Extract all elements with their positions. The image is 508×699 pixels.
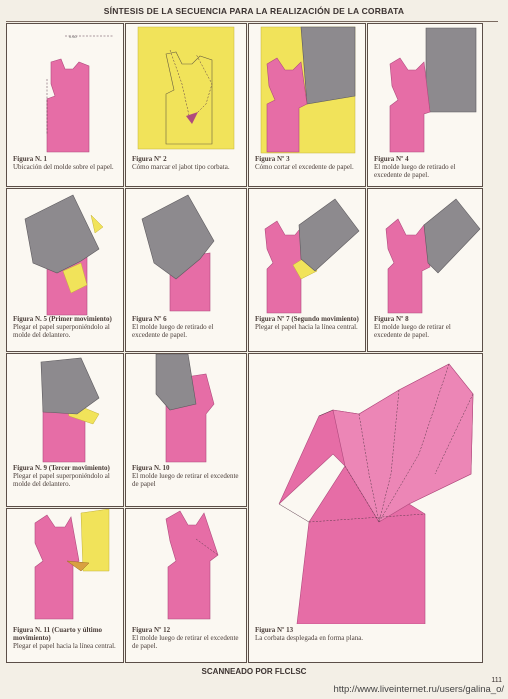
figure-12-panel xyxy=(125,508,247,663)
figure-3-illustration xyxy=(249,24,367,154)
figure-4-illustration xyxy=(368,24,484,154)
figure-1-panel xyxy=(6,23,124,187)
figure-5-illustration xyxy=(7,189,125,319)
figure-8-title: Figura Nº 8 xyxy=(374,315,409,323)
figure-10-illustration xyxy=(126,354,248,464)
figure-3-text: Cómo cortar el excedente de papel. xyxy=(255,163,354,171)
figure-1-text: Ubicación del molde sobre el papel. xyxy=(13,163,114,171)
figure-11-panel xyxy=(6,508,124,663)
figure-11-title: Figura N. 11 (Cuarto y último movimiento) xyxy=(13,626,103,642)
figure-12-illustration xyxy=(126,509,248,621)
figure-9-title: Figura N. 9 (Tercer movimiento) xyxy=(13,464,110,472)
figure-4-panel xyxy=(367,23,483,187)
figure-2-illustration xyxy=(126,24,248,154)
figure-7-text: Plegar el papel hacia la línea central. xyxy=(255,323,358,331)
figure-7-title: Figura Nº 7 (Segundo movimiento) xyxy=(255,315,359,323)
figure-13-title: Figura Nº 13 xyxy=(255,626,294,634)
figure-10-title: Figura N. 10 xyxy=(132,464,170,472)
figure-8-panel xyxy=(367,188,483,352)
figure-13-text: La corbata desplegada en forma plana. xyxy=(255,634,364,642)
figure-3-panel xyxy=(248,23,366,187)
figure-6-illustration xyxy=(126,189,248,319)
figure-6-title: Figura Nº 6 xyxy=(132,315,167,323)
figure-6-panel xyxy=(125,188,247,352)
figure-8-illustration xyxy=(368,189,484,319)
figure-5-panel xyxy=(6,188,124,352)
scan-credit: SCANNEADO POR FLCLSC xyxy=(201,667,307,676)
figure-1-illustration xyxy=(7,24,125,154)
figure-10-panel xyxy=(125,353,247,507)
figure-7-illustration xyxy=(249,189,367,319)
figure-2-text: Cómo marcar el jabot tipo corbata. xyxy=(132,163,230,171)
header-rule xyxy=(6,21,498,22)
figure-9-illustration xyxy=(7,354,125,464)
figure-11-text: Plegar el papel hacia la línea central. xyxy=(13,642,116,650)
figure-13-panel xyxy=(248,353,483,663)
figure-3-title: Figura Nº 3 xyxy=(255,155,290,163)
figure-4-title: Figura Nº 4 xyxy=(374,155,409,163)
figure-8-text: El molde luego de retirar el excedente de papel. xyxy=(374,323,451,339)
figure-6-text: El molde luego de retirado el excedente de papel. xyxy=(132,323,214,339)
figure-4-text: El molde luego de retirado el excedente de papel. xyxy=(374,163,456,179)
figure-12-text: El molde luego de retirar el excedente de papel. xyxy=(132,634,239,650)
figure-13-illustration xyxy=(249,354,484,624)
figure-2-panel xyxy=(125,23,247,187)
figure-5-text: Plegar el papel superponiéndolo al molde del delantero. xyxy=(13,323,110,339)
figure-10-text: El molde luego de retirar el excedente de papel xyxy=(132,472,239,488)
figure-9-panel xyxy=(6,353,124,507)
page-number: 111 xyxy=(491,677,502,684)
figure-11-illustration xyxy=(7,509,125,621)
page-title: SÍNTESIS DE LA SECUENCIA PARA LA REALIZACIÓN DE LA CORBATA xyxy=(103,6,405,16)
figure-5-title: Figura N. 5 (Primer movimiento) xyxy=(13,315,112,323)
figure-7-panel xyxy=(248,188,366,352)
svg-text:0.60: 0.60 xyxy=(69,34,77,39)
figure-1-title: Figura N. 1 xyxy=(13,155,48,163)
figure-9-text: Plegar el papel superponiéndolo al molde del delantero. xyxy=(13,472,110,488)
source-url: http://www.liveinternet.ru/users/galina_o/ xyxy=(333,684,504,695)
figure-2-title: Figura Nº 2 xyxy=(132,155,167,163)
figure-12-title: Figura Nº 12 xyxy=(132,626,171,634)
